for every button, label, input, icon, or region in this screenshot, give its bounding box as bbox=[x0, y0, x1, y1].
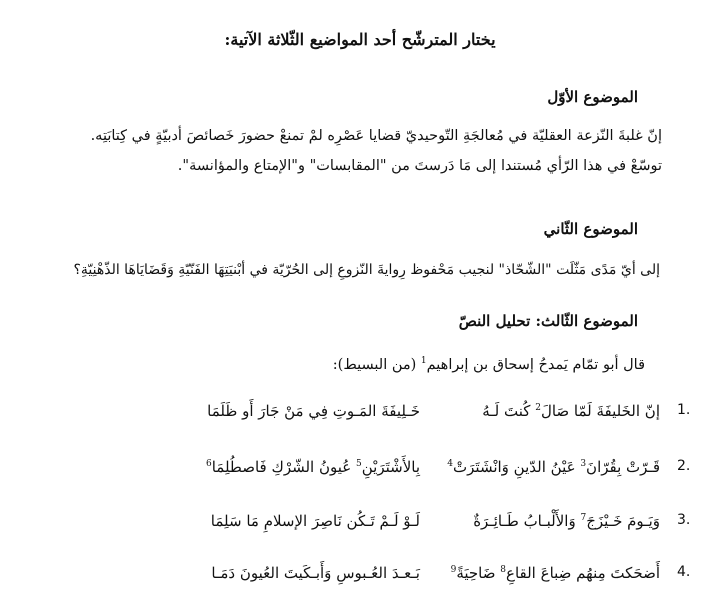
footnote-ref: 4 bbox=[447, 459, 454, 469]
verse-text: عَيْنُ الدّينِ وَانْشَتَرَتْ bbox=[453, 458, 581, 476]
verse-text: عُيونُ الشّرْكِ فَاصطُلِمَا bbox=[211, 458, 356, 476]
topic3-heading: الموضوع الثّالث: تحليل النصّ bbox=[458, 312, 638, 330]
verse-row bbox=[0, 512, 720, 536]
footnote-ref: 1 bbox=[420, 356, 427, 366]
footnote-ref: 8 bbox=[500, 565, 506, 575]
verse-first-hemistich bbox=[410, 458, 660, 476]
verse-number: 3. bbox=[677, 512, 691, 528]
verse-number: 2. bbox=[677, 458, 691, 474]
topic1-heading: الموضوع الأوّل bbox=[547, 88, 638, 106]
poem-intro bbox=[333, 356, 645, 373]
verse-row bbox=[0, 564, 720, 588]
verse-second-hemistich bbox=[150, 458, 420, 476]
topic2-heading: الموضوع الثّاني bbox=[543, 220, 638, 238]
verse-second-hemistich: خَـلِيفَةَ المَـوتِ فِي مَنْ جَارَ أَو ظَلَمَا bbox=[207, 402, 420, 420]
verse-text: وَالأَلْبـابُ طَـائِـرَةٌ bbox=[473, 512, 581, 530]
exam-instruction: يختار المترشّح أحد المواضيع الثّلاثة الآتية: bbox=[224, 30, 496, 49]
verse-number: 1. bbox=[677, 402, 691, 418]
verse-row bbox=[0, 458, 720, 482]
topic1-line1: إنّ غلبةَ النّزعة العقليّة في مُعالجَةِ التّوحيديّ قضايا عَصْرِه لمْ تمنعْ حضورَ خَصائصَ أدبيّةٍ في كِتابَتِه. bbox=[90, 128, 662, 144]
topic2-line1: إلى أيّ مَدًى مَثّلَت "الشّحّاذ" لنجيب مَحْفوظ رِوايةَ النّزوعِ إلى الحُرّيّة في أبْنيَتِهَا الفَنّيّةِ وَقَضَايَاهَا الذّهْنِيّةِ؟ bbox=[73, 262, 660, 278]
footnote-ref: 6 bbox=[205, 459, 212, 469]
verse-second-hemistich: بَـعـدَ العُـبوسِ وَأَبـكَيتَ العُيونَ دَمَـا bbox=[211, 564, 420, 582]
verse-second-hemistich: لَـوْ لَـمْ تَـكُن نَاصِرَ الإسلامِ مَا سَلِمَا bbox=[210, 512, 420, 530]
footnote-ref: 5 bbox=[356, 459, 362, 469]
verse-text: بِالأَشْتَرَيْنِ bbox=[361, 458, 420, 476]
verse-number: 4. bbox=[677, 564, 691, 580]
verse-text: وَيَـومَ خَـيْزَجَ bbox=[586, 512, 660, 530]
poem-meter: (من البسيط): bbox=[332, 356, 417, 373]
verse-first-hemistich bbox=[410, 512, 660, 530]
verse-text: إنّ الخَليفَةَ لَمّا صَالَ bbox=[540, 402, 660, 420]
topic1-line2: توسّعْ في هذا الرّأي مُستندا إلى مَا دَرستَ من "المقابسات" و"الإمتاع والمؤانسة". bbox=[177, 158, 662, 174]
footnote-ref: 9 bbox=[450, 565, 457, 575]
verse-row bbox=[0, 402, 720, 426]
verse-first-hemistich bbox=[410, 564, 660, 582]
verse-text: قَـرّتْ بِقُرّانَ bbox=[586, 458, 660, 476]
footnote-ref: 3 bbox=[580, 459, 587, 469]
verse-text: ضَاحِيَةً bbox=[456, 564, 501, 582]
footnote-ref: 2 bbox=[535, 403, 541, 413]
poem-intro-text: قال أبو تمّام يَمدحُ إسحاق بن إبراهيم bbox=[426, 356, 645, 373]
verse-text: أَضحَكتَ مِنهُم ضِباعَ القاعِ bbox=[506, 564, 660, 582]
footnote-ref: 7 bbox=[580, 513, 587, 523]
verse-first-hemistich bbox=[410, 402, 660, 420]
verse-text: كُنتَ لَـهُ bbox=[482, 402, 536, 420]
